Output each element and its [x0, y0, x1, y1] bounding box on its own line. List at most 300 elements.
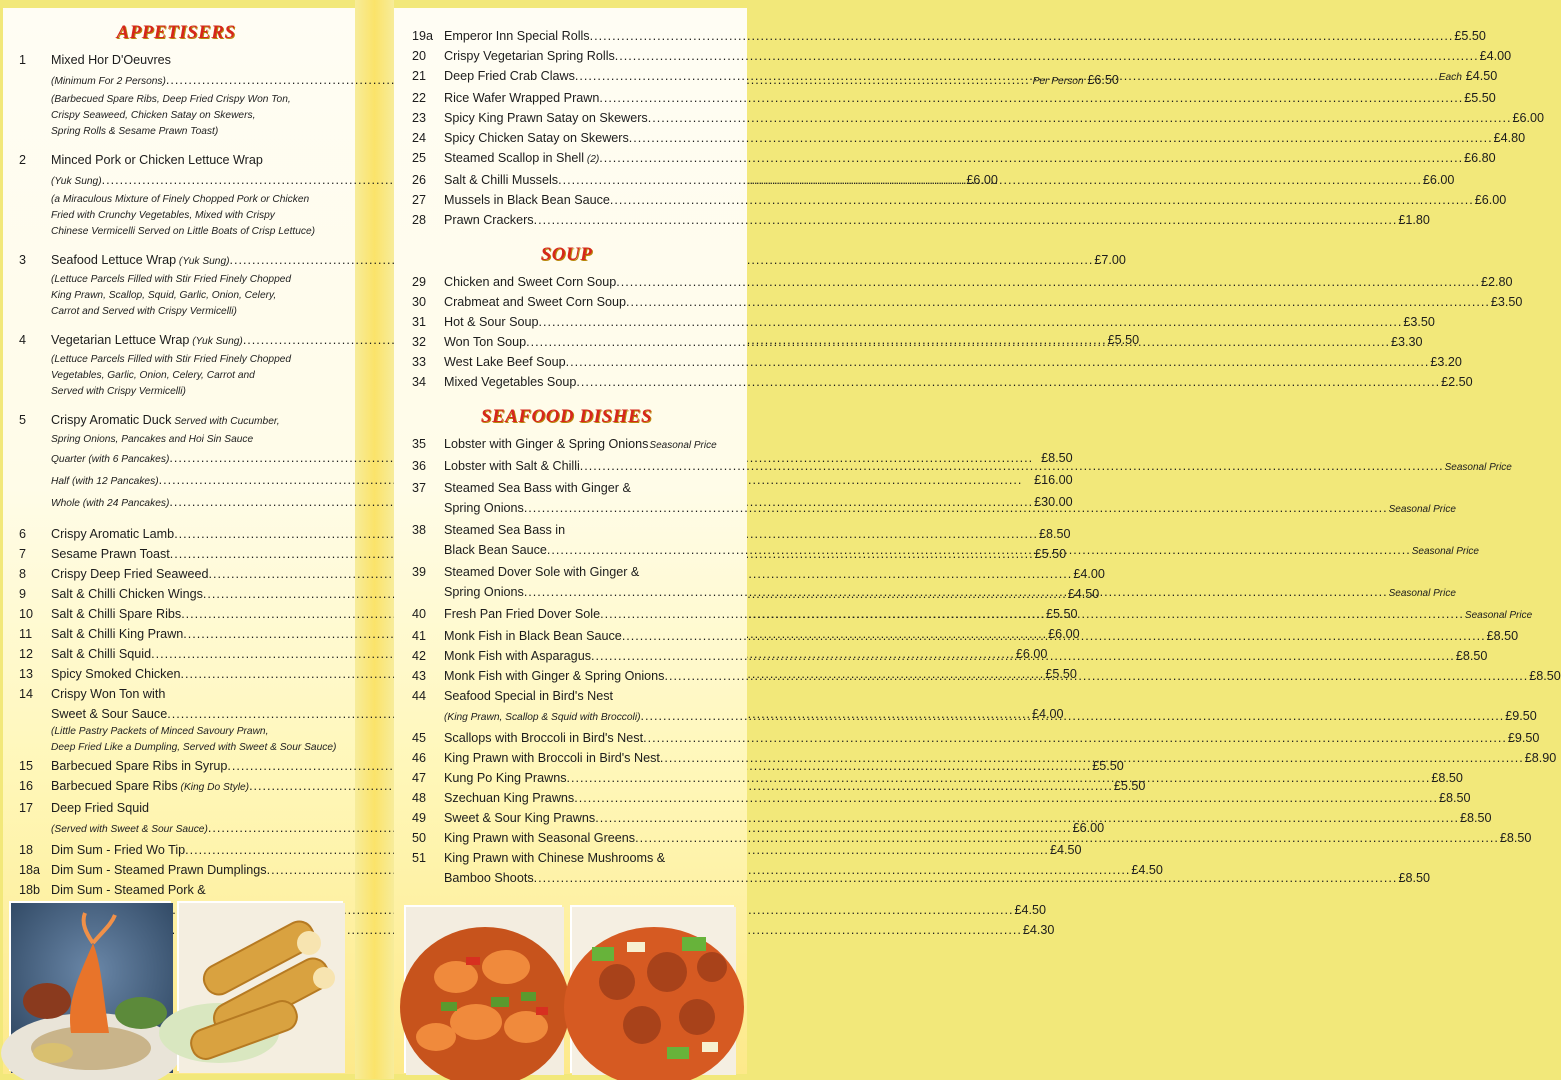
- menu-item: [406, 312, 1435, 332]
- menu-item-desc: Served with Crispy Vermicelli): [51, 386, 186, 397]
- menu-item-number: 34: [412, 375, 427, 389]
- menu-item-sub: (King Prawn, Scallop & Squid with Broccoli): [444, 712, 641, 723]
- menu-item-name: Salt & Chilli Mussels: [444, 173, 559, 187]
- option-label: Quarter (with 6 Pancakes): [51, 454, 170, 465]
- menu-item-number: 19a: [412, 29, 434, 43]
- seasonal-price: Seasonal Price: [1444, 462, 1512, 473]
- menu-item-number: 24: [412, 131, 427, 145]
- menu-item-line: [444, 498, 1456, 520]
- menu-item-line: [444, 434, 727, 456]
- menu-item-name: Steamed Sea Bass in: [444, 523, 566, 537]
- menu-item-desc: Spring Onions, Pancakes and Hoi Sin Sauce: [51, 434, 254, 445]
- menu-item: [406, 292, 1523, 312]
- seasonal-price: Seasonal Price: [1411, 546, 1479, 557]
- section-heading-soup: SOUP: [540, 244, 593, 265]
- menu-item-name: Crispy Aromatic Duck: [51, 413, 172, 427]
- menu-item-name: Steamed Dover Sole with Ginger &: [444, 565, 640, 579]
- menu-item-price: £4.00: [1479, 49, 1512, 63]
- menu-item-body: [444, 478, 1456, 520]
- menu-item: [406, 788, 1471, 808]
- menu-item-price: £6.00: [1072, 821, 1105, 835]
- menu-item-number: 8: [19, 567, 27, 581]
- seasonal-price: Seasonal Price: [1464, 610, 1533, 621]
- menu-item-name: Dim Sum - Steamed Pork &: [51, 883, 206, 897]
- menu-item: [406, 46, 1512, 66]
- menu-item-price: £3.20: [1430, 355, 1462, 369]
- menu-item-line: [444, 66, 1497, 88]
- dot-leader: [524, 498, 1388, 518]
- dot-leader: [629, 128, 1493, 148]
- menu-item-line: [444, 828, 1531, 848]
- menu-item-line: [444, 46, 1511, 66]
- menu-item-price: £8.50: [1398, 871, 1430, 885]
- menu-item-body: [444, 88, 1496, 108]
- menu-item-price: £6.00: [1048, 627, 1080, 641]
- dot-leader: [526, 332, 1390, 352]
- menu-item-name: Kung Po King Prawns: [444, 771, 567, 785]
- menu-item-name: Mixed Vegetables Soup: [444, 375, 577, 389]
- menu-item-number: 16: [19, 779, 34, 793]
- menu-item-name: Scallops with Broccoli in Bird's Nest: [444, 731, 644, 745]
- menu-item-price: £4.50: [1049, 843, 1082, 857]
- menu-item-number: 40: [412, 607, 427, 621]
- menu-item-number: 42: [412, 649, 427, 663]
- menu-item-name: Monk Fish with Asparagus: [444, 649, 591, 663]
- menu-item-number: 4: [19, 333, 27, 347]
- menu-item-name: Seafood Lettuce Wrap: [51, 253, 177, 267]
- menu-item-line: [444, 190, 1506, 210]
- menu-item-body: [444, 808, 1492, 828]
- spacer: [13, 400, 339, 410]
- dot-leader: [640, 706, 1504, 726]
- dot-leader: [534, 210, 1398, 230]
- menu-item-line: [444, 540, 1479, 562]
- menu-item-body: [444, 128, 1525, 148]
- menu-item-name: Spring Onions: [444, 501, 524, 515]
- menu-item-price: £5.50: [1113, 779, 1146, 793]
- dot-leader: [648, 108, 1512, 128]
- menu-item-line: [444, 582, 1456, 604]
- menu-item-body: [444, 108, 1544, 128]
- menu-item: [406, 26, 1486, 46]
- menu-item-name: Mussels in Black Bean Sauce: [444, 193, 610, 207]
- spacer: [13, 514, 339, 524]
- menu-item-price: £6.00: [1015, 647, 1048, 661]
- menu-item-number: 15: [19, 759, 34, 773]
- menu-item-name: Spicy Smoked Chicken: [51, 667, 181, 681]
- menu-item-tag: (2): [584, 154, 600, 165]
- menu-item-desc: Crispy Seaweed, Chicken Satay on Skewers,: [51, 110, 256, 121]
- menu-item-body: [444, 828, 1531, 848]
- menu-item: [406, 128, 1526, 148]
- menu-item-line: [444, 312, 1435, 332]
- menu-item-line: [444, 332, 1422, 352]
- menu-item-price: £16.00: [1034, 473, 1073, 487]
- menu-item-number: 2: [19, 153, 27, 167]
- menu-item-desc: Chinese Vermicelli Served on Little Boats of Crisp Lettuce): [51, 226, 316, 237]
- menu-item-line: [444, 808, 1492, 828]
- dot-leader: [590, 26, 1454, 46]
- menu-item-price: £5.50: [1034, 547, 1067, 561]
- menu-item-price: £8.50: [1460, 811, 1492, 825]
- menu-item-name: Dim Sum - Fried Wo Tip: [51, 843, 186, 857]
- menu-item-price: £6.50: [1087, 73, 1119, 87]
- menu-item-number: 18: [19, 843, 34, 857]
- menu-item-name: Barbecued Spare Ribs: [51, 779, 178, 793]
- menu-item-name: Monk Fish in Black Bean Sauce: [444, 629, 622, 643]
- spacer: [13, 320, 339, 330]
- dot-leader: [610, 190, 1474, 210]
- menu-item-desc: (Barbecued Spare Ribs, Deep Fried Crispy Won Ton,: [51, 94, 291, 105]
- menu-item-name: Lobster with Ginger & Spring Onions: [444, 437, 649, 451]
- menu-item-name: Salt & Chilli Spare Ribs: [51, 607, 182, 621]
- menu-item-number: 46: [412, 751, 427, 765]
- section-heading-appetisers: APPETISERS: [116, 22, 236, 43]
- dot-leader: [567, 768, 1431, 788]
- menu-item-name: Spring Onions: [444, 585, 524, 599]
- menu-item-number: 50: [412, 831, 427, 845]
- menu-item-price: £8.50: [1439, 791, 1471, 805]
- menu-item-body: [444, 646, 1487, 666]
- menu-item-number: 18b: [19, 883, 41, 897]
- menu-item-price: £6.80: [1464, 151, 1496, 165]
- menu-item-body: [444, 46, 1511, 66]
- option-label: Half (with 12 Pancakes): [51, 476, 159, 487]
- menu-item-name: Salt & Chilli Chicken Wings: [51, 587, 203, 601]
- menu-item-price: £8.90: [1524, 751, 1557, 765]
- menu-item-body: [444, 626, 1518, 646]
- dot-leader: [574, 788, 1438, 808]
- dot-leader: [635, 828, 1499, 848]
- menu-item-line: [444, 646, 1487, 666]
- section-heading-seafood: SEAFOOD DISHES: [480, 406, 653, 427]
- menu-item-name: Fresh Pan Fried Dover Sole: [444, 607, 601, 621]
- dot-leader: [524, 582, 1388, 602]
- menu-item-number: 12: [19, 647, 34, 661]
- menu-item-name: Spicy King Prawn Satay on Skewers: [444, 111, 648, 125]
- menu-item-number: 7: [19, 547, 27, 561]
- menu-item-name: Seafood Special in Bird's Nest: [444, 689, 614, 703]
- dot-leader: [599, 148, 1463, 168]
- prawn-dish-photo: [404, 905, 562, 1073]
- menu-item-name: Prawn Crackers: [444, 213, 534, 227]
- menu-item-price: £9.50: [1507, 731, 1540, 745]
- menu-item-body: [444, 748, 1556, 768]
- menu-item-number: 29: [412, 275, 427, 289]
- menu-item-number: 3: [19, 253, 27, 267]
- menu-item-number: 27: [412, 193, 427, 207]
- menu-item-price: £8.50: [1486, 629, 1519, 643]
- menu-item-body: [444, 66, 1497, 88]
- menu-item-tag: Served with Cucumber,: [171, 416, 280, 427]
- menu-item-name: West Lake Beef Soup: [444, 355, 566, 369]
- menu-item-body: [444, 352, 1462, 372]
- seasonal-price: Seasonal Price: [1388, 504, 1456, 515]
- menu-item-body: [444, 170, 1454, 190]
- menu-item-price: £6.00: [1422, 173, 1455, 187]
- menu-item-name: Spicy Chicken Satay on Skewers: [444, 131, 629, 145]
- menu-item-line: [444, 728, 1539, 748]
- dot-leader: [595, 808, 1459, 828]
- menu-item-name: Crispy Won Ton with: [51, 687, 166, 701]
- menu-item-name: Monk Fish with Ginger & Spring Onions: [444, 669, 665, 683]
- menu-item-tag: (Yuk Sung): [176, 256, 230, 267]
- menu-item-desc: (a Miraculous Mixture of Finely Chopped Pork or Chicken: [51, 194, 310, 205]
- menu-item-number: 22: [412, 91, 427, 105]
- menu-item-name: Sweet & Sour Sauce: [51, 707, 168, 721]
- seasonal-price: Seasonal Price: [1388, 588, 1456, 599]
- menu-item-number: 41: [412, 629, 427, 643]
- menu-item-desc: Fried with Crunchy Vegetables, Mixed with Crispy: [51, 210, 275, 221]
- menu-item-name: Emperor Inn Special Rolls: [444, 29, 590, 43]
- menu-item-number: 37: [412, 481, 427, 495]
- menu-item-name: Lobster with Salt & Chilli: [444, 459, 580, 473]
- dot-leader: [558, 170, 1422, 190]
- menu-item-body: [444, 666, 1561, 686]
- menu-item-body: [444, 372, 1473, 392]
- menu-item-line: [444, 170, 1454, 190]
- menu-item-price: £5.50: [1092, 759, 1124, 773]
- menu-item-number: 21: [412, 69, 427, 83]
- dot-leader: [580, 456, 1444, 476]
- menu-item-body: [444, 26, 1486, 46]
- menu-item-price: £4.00: [1073, 567, 1105, 581]
- seasonal-price: Seasonal Price: [649, 440, 717, 451]
- menu-item-line: [444, 868, 1430, 888]
- menu-item-line: [444, 748, 1556, 768]
- menu-item-sub: (Served with Sweet & Sour Sauce): [51, 824, 208, 835]
- menu-item-body: [444, 788, 1471, 808]
- menu-item-number: 38: [412, 523, 427, 537]
- dot-leader: [616, 272, 1480, 292]
- menu-item-line: [444, 292, 1522, 312]
- dot-leader: [660, 748, 1524, 768]
- menu-item-name: King Prawn with Broccoli in Bird's Nest: [444, 751, 660, 765]
- menu-item-price: £6.00: [1512, 111, 1545, 125]
- menu-item-desc: Carrot and Served with Crispy Vermicelli): [51, 306, 237, 317]
- sweet-sour-dish-photo: [570, 905, 734, 1073]
- menu-item-desc: (Lettuce Parcels Filled with Stir Fried Finely Chopped: [51, 274, 292, 285]
- menu-item-name: Vegetarian Lettuce Wrap: [51, 333, 190, 347]
- menu-item-number: 30: [412, 295, 427, 309]
- menu-item-name: Sesame Prawn Toast: [51, 547, 170, 561]
- dot-leader: [539, 312, 1403, 332]
- menu-item-number: 1: [19, 53, 27, 67]
- menu-item: [406, 108, 1545, 128]
- menu-item-name: Rice Wafer Wrapped Prawn: [444, 91, 600, 105]
- menu-item: [406, 190, 1507, 210]
- menu-item-body: [444, 434, 727, 456]
- menu-item-line: [444, 210, 1430, 230]
- menu-item-body: [444, 190, 1506, 210]
- dot-leader: [626, 292, 1490, 312]
- menu-item-price: £30.00: [1034, 495, 1073, 509]
- menu-item-number: 26: [412, 173, 427, 187]
- menu-item-number: 35: [412, 437, 427, 451]
- menu-item-body: [444, 686, 1537, 728]
- menu-item-number: 5: [19, 413, 27, 427]
- menu-item-price: £8.50: [1041, 451, 1073, 465]
- menu-item-name: Salt & Chilli King Prawn: [51, 627, 184, 641]
- price-note: Per Person: [1029, 76, 1087, 87]
- dot-leader: [599, 88, 1463, 108]
- menu-item-price: £8.50: [1455, 649, 1488, 663]
- menu-item-name: Black Bean Sauce: [444, 543, 547, 557]
- menu-item-name: Sweet & Sour King Prawns: [444, 811, 596, 825]
- menu-item-price: £5.50: [1045, 667, 1077, 681]
- menu-item-line: [444, 128, 1525, 148]
- menu-item-price: £6.00: [1474, 193, 1507, 207]
- menu-item: [406, 88, 1496, 108]
- menu-item-tag: (Yuk Sung): [189, 336, 243, 347]
- menu-item-line: [444, 706, 1537, 728]
- menu-item-body: [444, 292, 1522, 312]
- menu-item-line: [444, 768, 1463, 788]
- menu-item-price: £9.50: [1505, 709, 1537, 723]
- dot-leader: [534, 868, 1398, 888]
- menu-item-name: Hot & Sour Soup: [444, 315, 539, 329]
- menu-item-name: Deep Fried Crab Claws: [444, 69, 575, 83]
- menu-item-number: 49: [412, 811, 427, 825]
- menu-item-number: 47: [412, 771, 427, 785]
- dot-leader: [664, 666, 1528, 686]
- menu-item-price: £8.50: [1431, 771, 1463, 785]
- menu-item-body: [444, 312, 1435, 332]
- menu-item-price: £5.50: [1464, 91, 1496, 105]
- menu-item-body: [444, 210, 1430, 230]
- menu-item-body: [444, 728, 1539, 748]
- menu-item-desc: King Prawn, Scallop, Squid, Garlic, Onion, Celery,: [51, 290, 277, 301]
- menu-item-sub: (Yuk Sung): [51, 176, 102, 187]
- menu-item-price: £5.50: [1107, 333, 1140, 347]
- menu-item-number: 45: [412, 731, 427, 745]
- menu-item-number: 32: [412, 335, 427, 349]
- menu-item-line: [444, 88, 1496, 108]
- menu-item-line: [444, 148, 1496, 170]
- menu-item-line: [444, 108, 1544, 128]
- menu-item-price: £3.50: [1490, 295, 1523, 309]
- menu-item-price: £3.30: [1390, 335, 1423, 349]
- menu-item-desc: Vegetables, Garlic, Onion, Celery, Carrot and: [51, 370, 255, 381]
- menu-item-name: Deep Fried Squid: [51, 801, 150, 815]
- menu-item-number: 10: [19, 607, 34, 621]
- menu-item-name: King Prawn with Seasonal Greens: [444, 831, 636, 845]
- menu-item-line: [444, 456, 1512, 478]
- menu-item-number: 20: [412, 49, 427, 63]
- menu-item-number: 18a: [19, 863, 41, 877]
- spring-rolls-photo: [177, 901, 343, 1071]
- menu-item-number: 33: [412, 355, 427, 369]
- menu-item-name: Barbecued Spare Ribs in Syrup: [51, 759, 228, 773]
- menu-item-price: £4.50: [1067, 587, 1100, 601]
- menu-item-number: 17: [19, 801, 34, 815]
- menu-item-desc: Deep Fried Like a Dumpling, Served with Sweet & Sour Sauce): [51, 742, 337, 753]
- menu-item-number: 23: [412, 111, 427, 125]
- menu-item-name: Dim Sum - Steamed Prawn Dumplings: [51, 863, 267, 877]
- menu-item-name: Chicken and Sweet Corn Soup: [444, 275, 617, 289]
- menu-item-number: 39: [412, 565, 427, 579]
- menu-item-body: [444, 520, 1479, 562]
- dot-leader: [600, 604, 1464, 624]
- menu-item-line: [444, 788, 1471, 808]
- menu-item-line: [444, 666, 1561, 686]
- menu-item-body: [444, 332, 1422, 352]
- menu-item-body: [444, 848, 1430, 888]
- menu-item-price: £4.80: [1493, 131, 1526, 145]
- menu-item-body: [444, 148, 1496, 170]
- menu-item-desc: (Little Pastry Packets of Minced Savoury Prawn,: [51, 726, 269, 737]
- menu-item-number: 51: [412, 851, 427, 865]
- dot-leader: [566, 352, 1430, 372]
- menu-item-price: £4.50: [1465, 69, 1498, 83]
- menu-item-name: King Prawn with Chinese Mushrooms &: [444, 851, 666, 865]
- menu-item-name: Steamed Sea Bass with Ginger &: [444, 481, 631, 495]
- menu-item: [406, 272, 1513, 292]
- menu-item-body: [444, 768, 1463, 788]
- menu-item-sub: (Minimum For 2 Persons): [51, 76, 166, 87]
- menu-item-number: 13: [19, 667, 34, 681]
- menu-item: [406, 210, 1430, 230]
- dot-leader: [622, 626, 1486, 646]
- menu-item-price: £6.00: [966, 173, 998, 187]
- menu-item-number: 36: [412, 459, 427, 473]
- menu-item-price: £8.50: [1039, 527, 1071, 541]
- menu-item-number: 14: [19, 687, 34, 701]
- dot-leader: [576, 372, 1440, 392]
- menu-item-number: 31: [412, 315, 427, 329]
- menu-item-desc: Spring Rolls & Sesame Prawn Toast): [51, 126, 219, 137]
- menu-item-number: 44: [412, 689, 427, 703]
- dot-leader: [575, 66, 1439, 86]
- menu-item-name: Crabmeat and Sweet Corn Soup: [444, 295, 627, 309]
- menu-item-name: Bamboo Shoots: [444, 871, 534, 885]
- menu-item-body: [444, 604, 1532, 626]
- menu-item-body: [444, 562, 1456, 604]
- menu-item-body: [444, 456, 1512, 478]
- menu-item-price: £2.80: [1481, 275, 1513, 289]
- menu-item-name: Steamed Scallop in Shell: [444, 151, 585, 165]
- menu-item-price: £7.00: [1094, 253, 1126, 267]
- menu-item-price: £4.50: [1131, 863, 1163, 877]
- menu-item-price: £5.50: [1454, 29, 1486, 43]
- menu-item-name: Crispy Aromatic Lamb: [51, 527, 175, 541]
- menu-item-price: £4.00: [1032, 707, 1064, 721]
- dot-leader: [591, 646, 1455, 666]
- menu-item-price: £1.80: [1398, 213, 1430, 227]
- menu-item-price: £5.50: [1046, 607, 1078, 621]
- menu-item-number: 28: [412, 213, 427, 227]
- menu-item-name: Crispy Vegetarian Spring Rolls: [444, 49, 615, 63]
- menu-item-name: Minced Pork or Chicken Lettuce Wrap: [51, 153, 263, 167]
- menu-item-price: £8.50: [1499, 831, 1532, 845]
- menu-item-price: £4.50: [1014, 903, 1047, 917]
- menu-item-desc: (Lettuce Parcels Filled with Stir Fried Finely Chopped: [51, 354, 292, 365]
- option-label: Whole (with 24 Pancakes): [51, 498, 170, 509]
- menu-item-line: [444, 372, 1473, 392]
- menu-item-number: 6: [19, 527, 27, 541]
- price-note: Each: [1438, 72, 1465, 83]
- dot-leader: [615, 46, 1479, 66]
- menu-item-name: Salt & Chilli Squid: [51, 647, 152, 661]
- menu-item: [406, 148, 1496, 170]
- dot-leader: [547, 540, 1411, 560]
- menu-item: [406, 352, 1462, 372]
- menu-item-number: 43: [412, 669, 427, 683]
- dot-leader: [643, 728, 1507, 748]
- spacer: [13, 140, 339, 150]
- menu-item-number: 25: [412, 151, 427, 165]
- spacer: [13, 240, 339, 250]
